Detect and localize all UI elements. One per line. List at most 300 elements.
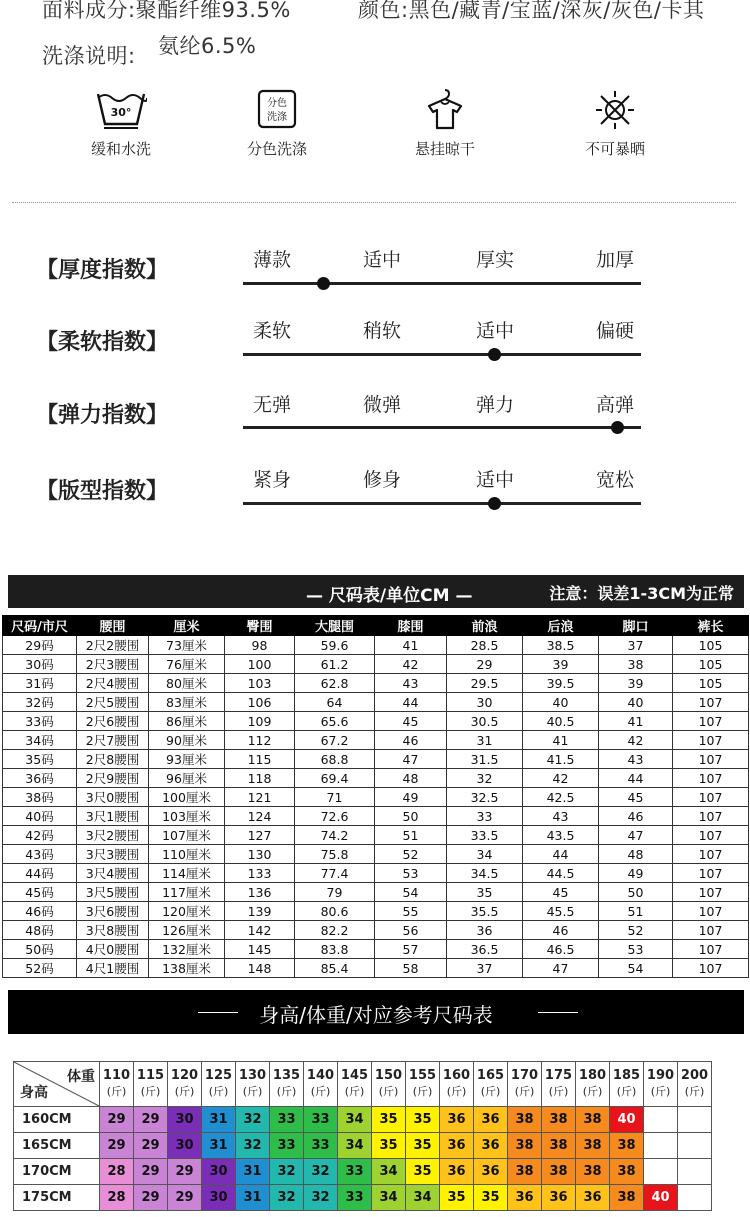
size-cell: 52 (375, 845, 447, 864)
weight-value: 150 (374, 1068, 403, 1083)
size-reco-cell: 32 (270, 1185, 304, 1211)
fabric-value-1: 聚酯纤维93.5% (135, 0, 291, 22)
size-reco-cell: 38 (508, 1133, 542, 1159)
size-reco-cell: 36 (474, 1159, 508, 1185)
size-cell: 2尺9腰围 (77, 769, 149, 788)
table-row (3, 769, 749, 788)
size-cell: 107 (673, 788, 749, 807)
weight-header-cell (678, 1062, 712, 1107)
hw-corner-cell (14, 1062, 100, 1107)
weight-unit: (斤) (446, 1085, 467, 1098)
size-reco-cell: 36 (542, 1185, 576, 1211)
size-cell: 83.8 (295, 940, 375, 959)
size-cell: 52码 (3, 959, 77, 978)
weight-unit: (斤) (174, 1085, 195, 1098)
size-header-cell: 脚口 (599, 616, 673, 636)
size-cell: 43 (599, 750, 673, 769)
size-reco-cell: 38 (610, 1159, 644, 1185)
size-cell: 139 (225, 902, 295, 921)
size-reco-cell: 35 (440, 1185, 474, 1211)
size-cell: 33码 (3, 712, 77, 731)
size-cell: 107 (673, 864, 749, 883)
size-reco-cell: 38 (508, 1159, 542, 1185)
weight-header-cell (304, 1062, 338, 1107)
table-row (3, 807, 749, 826)
table-row (3, 826, 749, 845)
table-row (3, 655, 749, 674)
size-reco-cell: 32 (304, 1159, 338, 1185)
scale-option: 厚实 (475, 249, 514, 271)
size-cell: 32码 (3, 693, 77, 712)
size-reco-cell: 29 (134, 1133, 168, 1159)
size-cell: 65.6 (295, 712, 375, 731)
table-row (14, 1107, 712, 1133)
size-cell: 2尺8腰围 (77, 750, 149, 769)
size-cell: 103厘米 (149, 807, 225, 826)
size-cell: 107厘米 (149, 826, 225, 845)
size-cell: 76厘米 (149, 655, 225, 674)
banner-rule-right (538, 1012, 578, 1013)
table-row (3, 731, 749, 750)
hw-table-body (14, 1062, 712, 1211)
size-table-note: 注意：误差1-3CM为正常 (549, 584, 734, 603)
size-reco-cell: 35 (372, 1133, 406, 1159)
size-cell: 107 (673, 769, 749, 788)
size-cell: 35 (447, 883, 523, 902)
care-hang-dry (390, 88, 500, 159)
size-cell: 2尺5腰围 (77, 693, 149, 712)
size-cell: 93厘米 (149, 750, 225, 769)
size-cell: 112 (225, 731, 295, 750)
table-row (3, 788, 749, 807)
size-cell: 68.8 (295, 750, 375, 769)
size-table (2, 615, 749, 978)
size-cell: 36 (447, 921, 523, 940)
weight-header-label: 体重 (67, 1069, 95, 1085)
size-reco-cell: 33 (270, 1107, 304, 1133)
size-reco-cell: 38 (508, 1107, 542, 1133)
size-reco-cell: 36 (576, 1185, 610, 1211)
size-cell: 3尺5腰围 (77, 883, 149, 902)
size-cell: 43 (523, 807, 599, 826)
size-cell: 48 (375, 769, 447, 788)
no-sun-icon (593, 88, 637, 132)
size-cell: 32 (447, 769, 523, 788)
care-label-no-sun: 不可暴晒 (584, 140, 645, 158)
care-separate-colors (222, 88, 332, 159)
size-cell: 130 (225, 845, 295, 864)
table-row (3, 864, 749, 883)
table-row (3, 883, 749, 902)
scale-title-elasticity: 【弹力指数】 (36, 403, 169, 428)
size-cell: 105 (673, 636, 749, 655)
size-cell: 43.5 (523, 826, 599, 845)
size-reco-cell (678, 1185, 712, 1211)
size-cell: 39.5 (523, 674, 599, 693)
scale-marker (488, 348, 501, 361)
size-cell: 98 (225, 636, 295, 655)
size-reco-cell: 33 (338, 1159, 372, 1185)
weight-header-cell (576, 1062, 610, 1107)
size-cell: 44 (523, 845, 599, 864)
size-cell: 28.5 (447, 636, 523, 655)
size-cell: 106 (225, 693, 295, 712)
size-reco-cell: 32 (270, 1159, 304, 1185)
weight-value: 200 (680, 1068, 709, 1083)
size-cell: 55 (375, 902, 447, 921)
weight-value: 185 (612, 1068, 641, 1083)
scale-title-fit: 【版型指数】 (36, 479, 169, 504)
size-table-banner (8, 575, 744, 608)
size-cell: 42码 (3, 826, 77, 845)
size-cell: 75.8 (295, 845, 375, 864)
size-reco-cell: 33 (270, 1133, 304, 1159)
size-header-cell: 后浪 (523, 616, 599, 636)
size-header-cell: 裤长 (673, 616, 749, 636)
size-cell: 69.4 (295, 769, 375, 788)
size-cell: 132厘米 (149, 940, 225, 959)
size-cell: 72.6 (295, 807, 375, 826)
weight-header-cell (202, 1062, 236, 1107)
scale-track (243, 502, 641, 505)
size-reco-cell: 34 (372, 1159, 406, 1185)
size-cell: 41.5 (523, 750, 599, 769)
size-cell: 107 (673, 845, 749, 864)
weight-value: 190 (646, 1068, 675, 1083)
table-row (14, 1159, 712, 1185)
weight-unit: (斤) (616, 1085, 637, 1098)
size-cell: 105 (673, 655, 749, 674)
size-cell: 53 (599, 940, 673, 959)
size-cell: 138厘米 (149, 959, 225, 978)
weight-unit: (斤) (480, 1085, 501, 1098)
size-cell: 120厘米 (149, 902, 225, 921)
size-cell: 2尺7腰围 (77, 731, 149, 750)
size-cell: 43 (375, 674, 447, 693)
size-cell: 3尺1腰围 (77, 807, 149, 826)
size-cell: 4尺0腰围 (77, 940, 149, 959)
size-header-cell: 臀围 (225, 616, 295, 636)
scale-option: 偏硬 (595, 320, 634, 342)
weight-header-cell (100, 1062, 134, 1107)
size-cell: 34.5 (447, 864, 523, 883)
size-cell: 44 (599, 769, 673, 788)
table-row (3, 636, 749, 655)
gentle-wash-30-icon (95, 88, 147, 132)
size-cell: 53 (375, 864, 447, 883)
size-cell: 107 (673, 921, 749, 940)
size-cell: 114厘米 (149, 864, 225, 883)
size-cell: 57 (375, 940, 447, 959)
height-header-label: 身高 (20, 1085, 48, 1101)
hw-table-header (14, 1062, 712, 1107)
size-cell: 30 (447, 693, 523, 712)
size-reco-cell: 36 (440, 1107, 474, 1133)
fabric-composition (42, 0, 291, 24)
size-cell: 110厘米 (149, 845, 225, 864)
care-label-hang-dry: 悬挂晾干 (414, 140, 475, 158)
size-cell: 62.8 (295, 674, 375, 693)
weight-value: 120 (170, 1068, 199, 1083)
scale-option: 适中 (475, 469, 514, 491)
table-row (3, 940, 749, 959)
weight-header-cell (644, 1062, 678, 1107)
size-reco-cell: 32 (236, 1133, 270, 1159)
weight-header-cell (338, 1062, 372, 1107)
size-cell: 43码 (3, 845, 77, 864)
size-cell: 3尺8腰围 (77, 921, 149, 940)
size-cell: 73厘米 (149, 636, 225, 655)
size-cell: 46 (375, 731, 447, 750)
scale-option: 加厚 (595, 249, 634, 271)
colors-row (358, 0, 704, 24)
size-cell: 42.5 (523, 788, 599, 807)
size-reco-cell: 38 (542, 1133, 576, 1159)
size-cell: 39 (523, 655, 599, 674)
size-reco-cell: 30 (202, 1185, 236, 1211)
weight-unit: (斤) (684, 1085, 705, 1098)
wash-label: 洗涤说明: (42, 44, 136, 68)
separate-icon-text-2: 洗涤 (267, 112, 287, 123)
size-table-header (3, 616, 749, 636)
size-cell: 47 (375, 750, 447, 769)
size-cell: 47 (523, 959, 599, 978)
scale-option: 适中 (362, 249, 401, 271)
weight-header-cell (134, 1062, 168, 1107)
separate-icon-text-1: 分色 (267, 98, 287, 109)
weight-header-cell (270, 1062, 304, 1107)
size-reco-cell: 33 (304, 1133, 338, 1159)
scale-option: 修身 (362, 469, 401, 491)
size-reco-cell: 29 (134, 1185, 168, 1211)
size-cell: 136 (225, 883, 295, 902)
table-row (3, 712, 749, 731)
size-reco-cell: 38 (576, 1133, 610, 1159)
size-cell: 50 (599, 883, 673, 902)
care-label-separate: 分色洗涤 (246, 140, 307, 158)
size-cell: 77.4 (295, 864, 375, 883)
size-reco-cell: 31 (202, 1133, 236, 1159)
size-reco-cell (644, 1133, 678, 1159)
weight-value: 145 (340, 1068, 369, 1083)
weight-value: 110 (102, 1068, 131, 1083)
size-cell: 46 (523, 921, 599, 940)
size-cell: 127 (225, 826, 295, 845)
weight-value: 155 (408, 1068, 437, 1083)
size-cell: 51 (599, 902, 673, 921)
size-reco-cell: 28 (100, 1185, 134, 1211)
size-cell: 67.2 (295, 731, 375, 750)
size-reco-cell: 38 (576, 1159, 610, 1185)
section-divider (12, 202, 736, 203)
scale-track (243, 353, 641, 356)
size-reco-cell: 38 (542, 1159, 576, 1185)
size-cell: 42 (599, 731, 673, 750)
table-row (3, 674, 749, 693)
size-reco-cell: 36 (474, 1133, 508, 1159)
size-cell: 47 (599, 826, 673, 845)
height-label-cell: 165CM (14, 1133, 100, 1159)
size-reco-cell: 36 (474, 1107, 508, 1133)
weight-unit: (斤) (276, 1085, 297, 1098)
size-cell: 133 (225, 864, 295, 883)
size-cell: 3尺3腰围 (77, 845, 149, 864)
size-cell: 40码 (3, 807, 77, 826)
size-reco-cell: 35 (406, 1159, 440, 1185)
care-label-gentle-wash: 缓和水洗 (90, 140, 151, 158)
size-cell: 31.5 (447, 750, 523, 769)
size-reco-cell: 29 (100, 1107, 134, 1133)
size-cell: 2尺3腰围 (77, 655, 149, 674)
size-header-cell: 膝围 (375, 616, 447, 636)
size-cell: 40 (523, 693, 599, 712)
size-cell: 44码 (3, 864, 77, 883)
size-cell: 32.5 (447, 788, 523, 807)
scale-marker (317, 277, 330, 290)
size-cell: 64 (295, 693, 375, 712)
height-label-cell: 170CM (14, 1159, 100, 1185)
weight-value: 160 (442, 1068, 471, 1083)
size-cell: 80.6 (295, 902, 375, 921)
size-cell: 58 (375, 959, 447, 978)
size-reco-cell: 29 (134, 1159, 168, 1185)
size-cell: 52 (599, 921, 673, 940)
size-table-body (3, 636, 749, 978)
fabric-value-2: 氨纶6.5% (158, 34, 257, 58)
size-reco-cell (678, 1107, 712, 1133)
size-cell: 34码 (3, 731, 77, 750)
scale-option: 无弹 (252, 394, 291, 416)
size-cell: 41 (523, 731, 599, 750)
size-cell: 45码 (3, 883, 77, 902)
size-cell: 107 (673, 731, 749, 750)
size-cell: 96厘米 (149, 769, 225, 788)
size-cell: 45 (375, 712, 447, 731)
size-cell: 82.2 (295, 921, 375, 940)
size-reco-cell: 29 (168, 1159, 202, 1185)
size-reco-cell: 32 (304, 1185, 338, 1211)
height-label-cell: 160CM (14, 1107, 100, 1133)
size-cell: 107 (673, 693, 749, 712)
size-cell: 48码 (3, 921, 77, 940)
size-reco-cell: 36 (440, 1159, 474, 1185)
size-cell: 45 (523, 883, 599, 902)
size-cell: 31码 (3, 674, 77, 693)
size-cell: 42 (375, 655, 447, 674)
size-cell: 107 (673, 883, 749, 902)
size-header-cell: 腰围 (77, 616, 149, 636)
weight-value: 130 (238, 1068, 267, 1083)
weight-unit: (斤) (208, 1085, 229, 1098)
size-cell: 124 (225, 807, 295, 826)
size-cell: 38.5 (523, 636, 599, 655)
size-cell: 50 (375, 807, 447, 826)
scale-option: 柔软 (252, 320, 291, 342)
size-cell: 115 (225, 750, 295, 769)
table-row (3, 959, 749, 978)
size-cell: 29.5 (447, 674, 523, 693)
size-cell: 83厘米 (149, 693, 225, 712)
size-cell: 33.5 (447, 826, 523, 845)
size-cell: 40.5 (523, 712, 599, 731)
size-cell: 30.5 (447, 712, 523, 731)
size-cell: 2尺4腰围 (77, 674, 149, 693)
size-cell: 35.5 (447, 902, 523, 921)
size-cell: 100 (225, 655, 295, 674)
scale-title-softness: 【柔软指数】 (36, 330, 169, 355)
size-cell: 118 (225, 769, 295, 788)
scale-track (243, 426, 641, 429)
size-cell: 126厘米 (149, 921, 225, 940)
table-row (3, 750, 749, 769)
size-reco-cell: 29 (168, 1185, 202, 1211)
size-cell: 2尺2腰围 (77, 636, 149, 655)
care-gentle-wash (66, 88, 176, 159)
weight-unit: (斤) (242, 1085, 263, 1098)
size-cell: 142 (225, 921, 295, 940)
size-cell: 3尺0腰围 (77, 788, 149, 807)
table-row (3, 693, 749, 712)
size-cell: 44.5 (523, 864, 599, 883)
size-reco-cell: 38 (576, 1107, 610, 1133)
size-cell: 37 (447, 959, 523, 978)
fabric-label: 面料成分: (42, 0, 136, 22)
weight-header-cell (542, 1062, 576, 1107)
size-reco-cell: 34 (338, 1133, 372, 1159)
scale-option: 稍软 (362, 320, 401, 342)
hang-dry-icon (421, 88, 469, 132)
weight-unit: (斤) (378, 1085, 399, 1098)
size-cell: 30码 (3, 655, 77, 674)
size-reco-cell: 38 (542, 1107, 576, 1133)
size-reco-cell (644, 1159, 678, 1185)
size-cell: 2尺6腰围 (77, 712, 149, 731)
scale-option: 薄款 (252, 249, 291, 271)
size-reco-cell: 31 (236, 1159, 270, 1185)
scale-option: 弹力 (475, 394, 514, 416)
colors-value: 黑色/藏青/宝蓝/深灰/灰色/卡其 (408, 0, 705, 22)
weight-header-cell (372, 1062, 406, 1107)
size-header-cell: 厘米 (149, 616, 225, 636)
weight-unit: (斤) (548, 1085, 569, 1098)
size-cell: 33 (447, 807, 523, 826)
size-reco-cell: 34 (338, 1107, 372, 1133)
size-cell: 41 (375, 636, 447, 655)
scale-option: 高弹 (595, 394, 634, 416)
size-cell: 74.2 (295, 826, 375, 845)
hw-table-banner (8, 990, 744, 1034)
size-cell: 90厘米 (149, 731, 225, 750)
size-cell: 50码 (3, 940, 77, 959)
scale-option: 宽松 (595, 469, 634, 491)
size-cell: 61.2 (295, 655, 375, 674)
weight-header-cell (474, 1062, 508, 1107)
size-cell: 46码 (3, 902, 77, 921)
size-cell: 79 (295, 883, 375, 902)
weight-unit: (斤) (310, 1085, 331, 1098)
size-cell: 3尺2腰围 (77, 826, 149, 845)
size-cell: 39 (599, 674, 673, 693)
size-cell: 117厘米 (149, 883, 225, 902)
table-row (14, 1185, 712, 1211)
size-cell: 107 (673, 712, 749, 731)
scale-marker (611, 421, 624, 434)
size-cell: 46.5 (523, 940, 599, 959)
scale-marker (488, 497, 501, 510)
size-cell: 107 (673, 940, 749, 959)
size-cell: 44 (375, 693, 447, 712)
size-cell: 54 (375, 883, 447, 902)
